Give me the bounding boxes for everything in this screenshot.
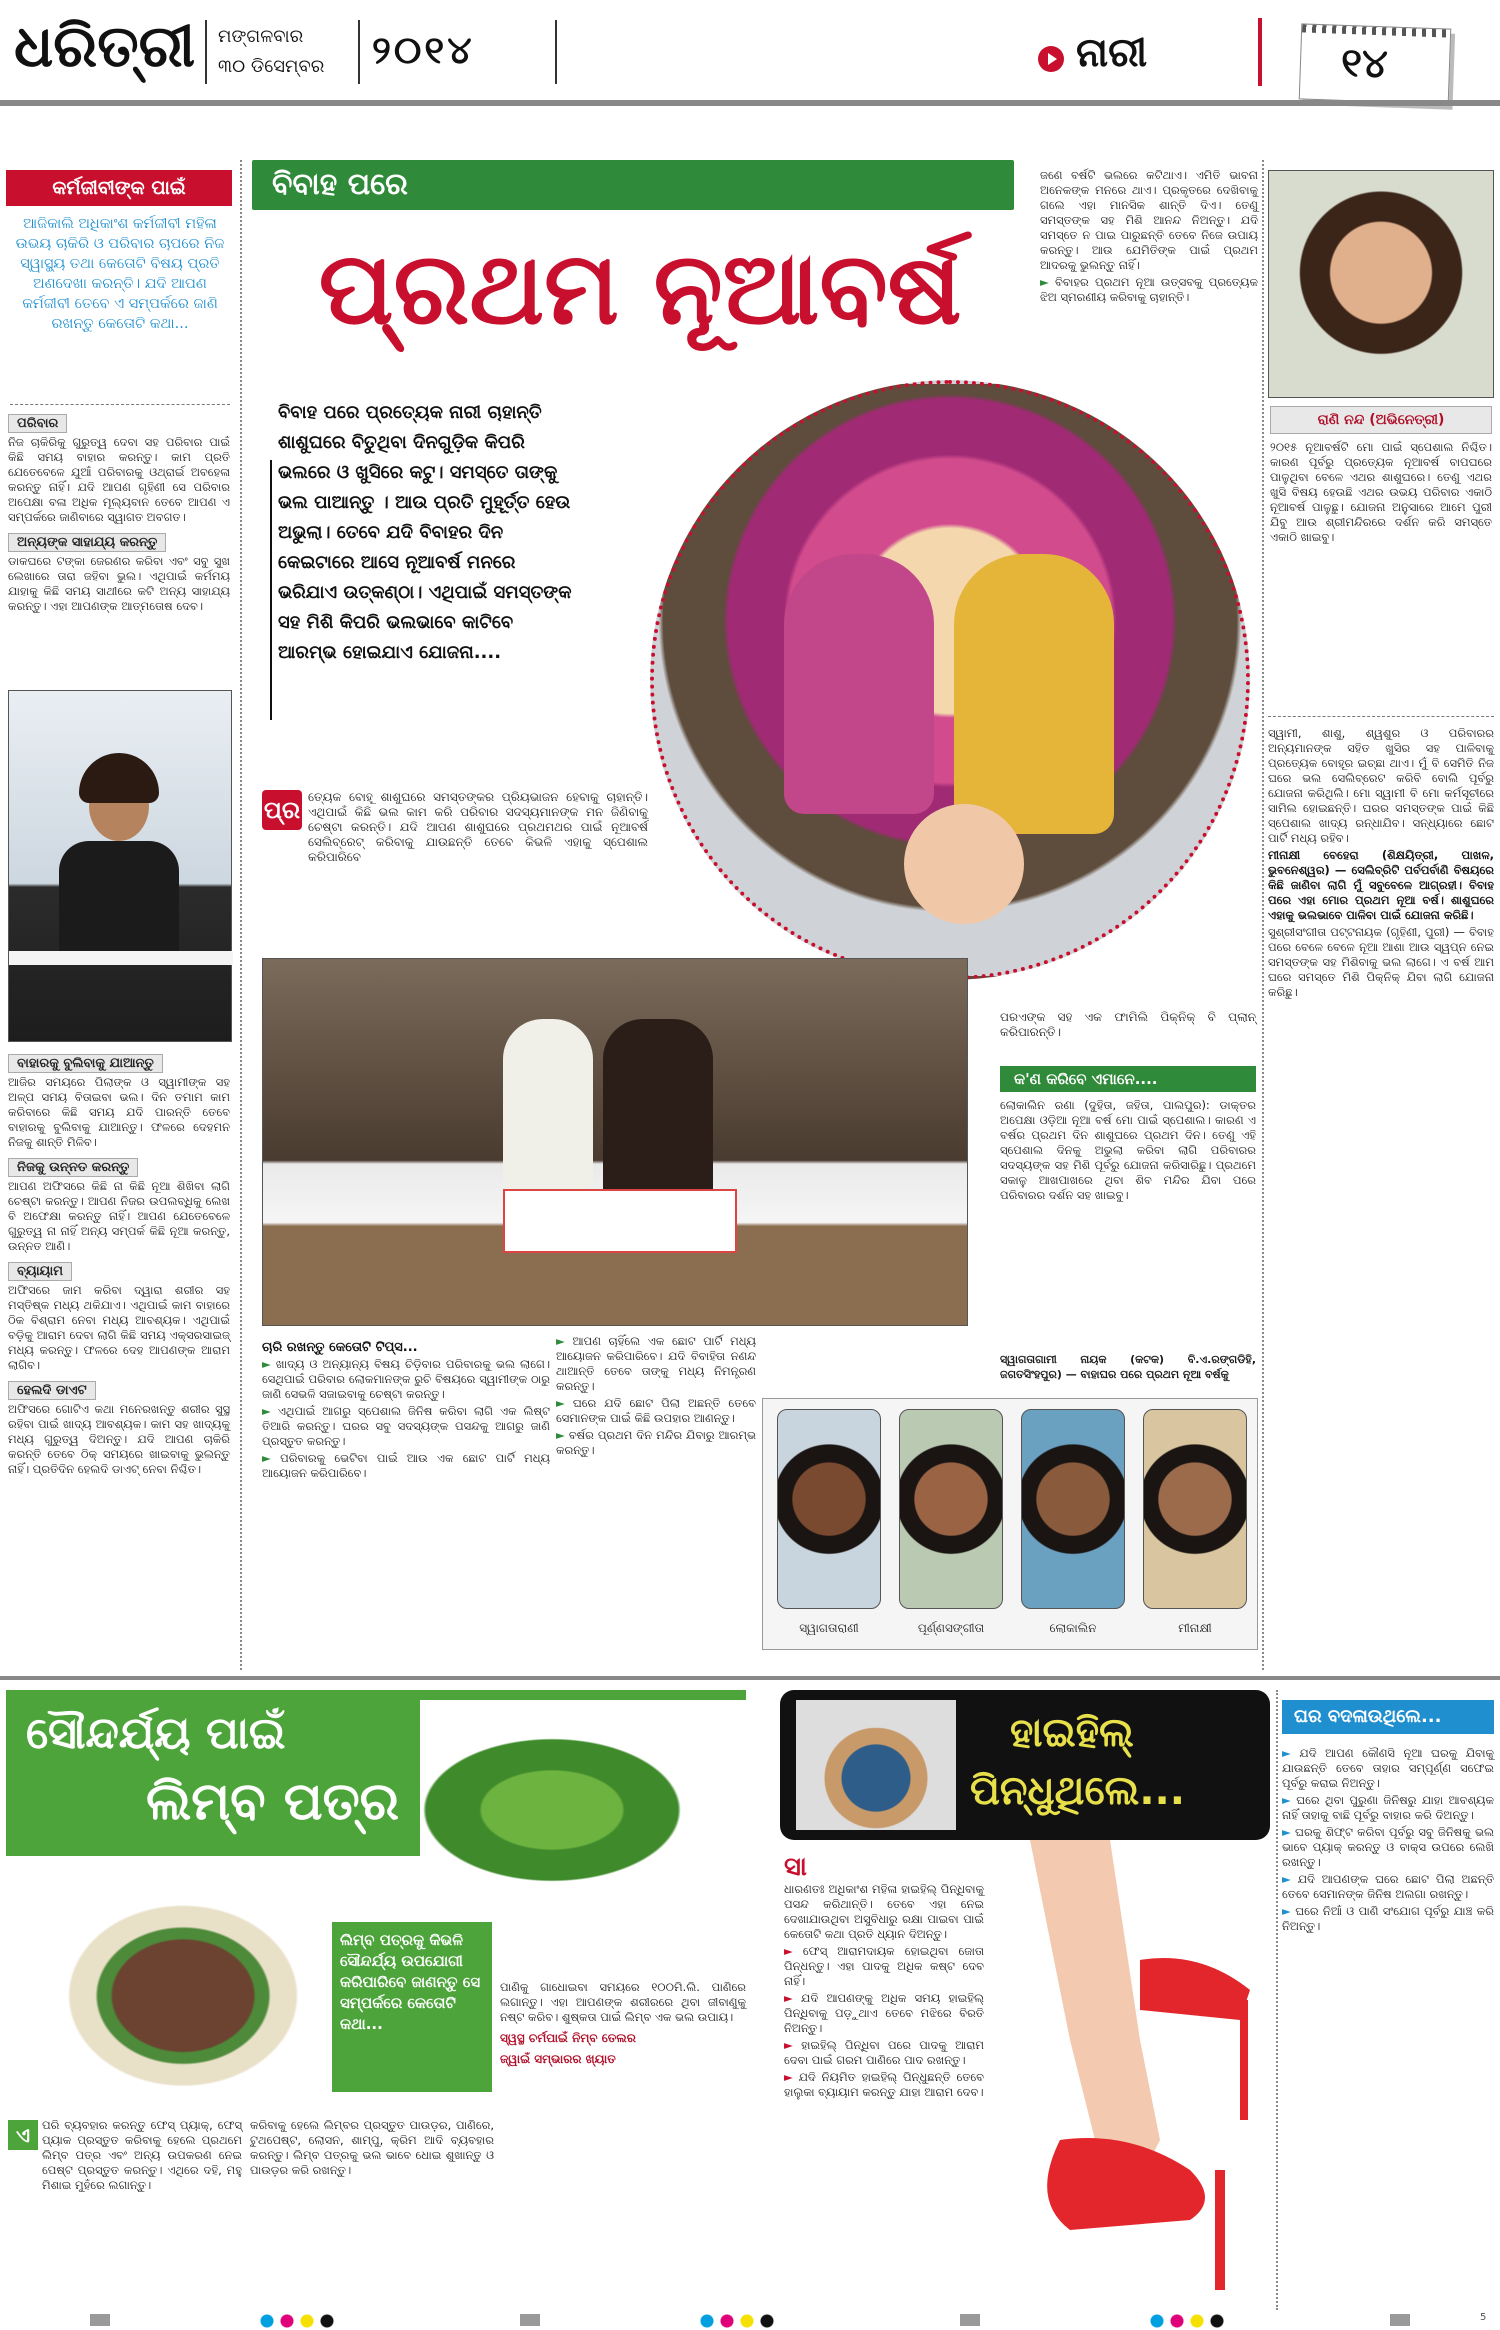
left-body-family: ନିଜ ଚାକିରିକୁ ଗୁରୁତ୍ୱ ଦେବା ସହ ପରିବାର ପାଇଁ କିଛି ସମୟ ବାହାର କରନ୍ତୁ। କାମ ପ୍ରତି ଯେତେବେଳେ ଯୁଆଁ ପରିବାରକୁ ଓଥ୍ରାର୍ଇ ଅବହେଳା କରନ୍ତୁ ନାହିଁ। ଯଦି ଆପଣ ଗୃହିଣୀ ସେ ପରିବାର ଅପେକ୍ଷା ବଳା ଅଧିକ ମୂଲ୍ୟବାନ ତେବେ ଆପଣ ଏ ସମ୍ପର୍କରେ ଜାଣିବାରେ ସ୍ୱାଗତ ଅବଗତ।	[8, 435, 230, 524]
calendar-icon	[1299, 23, 1452, 104]
face-name-1: ସ୍ୱାଗତାରାଣୀ	[799, 1621, 859, 1635]
bullet-arrow-icon: ►	[784, 1944, 803, 1958]
heel-tip-4-text: ଯଦି ନିୟମିତ ହାଇହିଲ୍ ପିନ୍ଧୁଛନ୍ତି ତେବେ ହାଲୁକା ବ୍ୟାୟାମ କରନ୍ତୁ ଯାହା ଆରାମ ଦେବ।	[784, 2070, 985, 2099]
section-divider	[1258, 18, 1262, 86]
celebrity-caption: ରାଣି ନନ୍ଦ (ଅଭିନେତ୍ରୀ)	[1270, 406, 1492, 434]
face-name-2: ପୂର୍ଣ୍ଣସଙ୍ଗୀତା	[917, 1621, 985, 1635]
bullet-arrow-icon: ►	[784, 1991, 802, 2005]
top-col-body: ଜଣେ ବର୍ଷଟି ଭଲରେ କଟିଥାଏ। ଏମିତି ଭାବନା ଅନେକଙ୍କ ମନରେ ଥାଏ। ପ୍ରକୃତରେ ଦେଖିବାକୁ ଗଲେ ଏହା ମାନସିକ ଶାନ୍ତି ଦିଏ। ତେଣୁ ସମସ୍ତଙ୍କ ସହ ମିଶି ଆନନ୍ଦ ନିଅନ୍ତୁ। ଯଦି ସମସ୍ତେ ନ ପାଇ ପାରୁଛନ୍ତି ତେବେ ନିଜେ ଉପାୟ କରନ୍ତୁ। ଆଉ ଯେମିତିଙ୍କ ପାଇଁ ପ୍ରଥମ ଆଦରକୁ ଭୁଲନ୍ତୁ ନାହିଁ।	[1040, 168, 1258, 272]
masthead-rule	[0, 100, 1500, 106]
face-name-4: ମୀନାକ୍ଷୀ	[1178, 1621, 1212, 1635]
heel-tip-4	[784, 2070, 984, 2100]
issue-year: ୨୦୧୪	[372, 28, 475, 72]
home-tip-2-text: ଘରେ ଥିବା ପୁରୁଣା ଜିନିଷରୁ ଯାହା ଆବଶ୍ୟକ ନାହିଁ ତାହାକୁ ବାଛି ପୂର୍ବରୁ ବାହାର କରି ଦିଅନ୍ତୁ।	[1282, 1793, 1494, 1822]
home-tip-5-text: ଘରେ ନିଆଁ ଓ ପାଣି ସଂଯୋଗ ପୂର୍ବରୁ ଯାଞ୍ଚ କରି ନିଅନ୍ତୁ।	[1282, 1904, 1495, 1933]
home-separator	[1276, 1690, 1278, 2310]
heels-dropcap: ସା	[784, 1852, 807, 1882]
beauty-title-2: ଲିମ୍ବ ପତ୍ର	[146, 1772, 400, 1832]
year-divider	[555, 20, 557, 84]
left-body-exercise: ଅଫିସରେ ଜାମ କରିବା ଦ୍ୱାରା ଶରୀର ସହ ମସ୍ତିଷ୍କ ମଧ୍ୟ ଥକିଯାଏ। ଏଥିପାଇଁ କାମ ବାହାରେ ଠିକ ବିଶ୍ରାମ ନେବା ମଧ୍ୟ ଆବଶ୍ୟକ। ଏଥିପାଇଁ ବଡ଼ିକୁ ଆରାମ ଦେବା ଲାଗି କିଛି ସମୟ ଏକ୍ସରସାଇଜ୍ ମଧ୍ୟ କରନ୍ତୁ। ଫଳରେ ଦେହ ଆପଣଙ୍କ ଆରାମ ଲାଗିବ।	[8, 1283, 230, 1372]
what-to-do-head: କ'ଣ କରିବେ ଏମାନେ....	[1000, 1066, 1256, 1092]
heels-title-1: ହାଇହିଲ୍	[1010, 1710, 1134, 1756]
standfirst: ବିବାହ ପରେ ପ୍ରତ୍ୟେକ ନାରୀ ଚାହାନ୍ତି ଶାଶୁଘରେ ବିତୁଥିବା ଦିନଗୁଡ଼ିକ କିପରି ଭଲରେ ଓ ଖୁସିରେ କଟୁ। ସମସ୍ତେ ତାଙ୍କୁ ଭଲ ପାଆନ୍ତୁ । ଆଉ ପ୍ରତି ମୁହୂର୍ତ୍ତ ହେଉ ଅଭୁଲା। ତେବେ ଯଦି ବିବାହର ଦିନ କେଇଟାରେ ଆସେ ନୂଆବର୍ଷ ମନରେ ଭରିଯାଏ ଉତ୍କଣ୍ଠା। ଏଥିପାଇଁ ସମସ୍ତଙ୍କ ସହ ମିଶି କିପରି ଭଲଭାବେ କାଟିବେ ଆରମ୍ଭ ହୋଇଯାଏ ଯୋଜନା....	[278, 402, 572, 663]
tip-2-text: ଏଥିପାଇଁ ଆଗରୁ ସ୍ପେଶାଲ ଜିନିଷ କରିବା ଲାଗି ଏକ ଲିଷ୍ଟ ତିଆରି କରନ୍ତୁ। ଘରର ସବୁ ସଦସ୍ୟଙ୍କ ପସନ୍ଦକୁ ଆଗରୁ ଜାଣି ପ୍ରସ୍ତୁତ କରନ୍ତୁ।	[262, 1404, 551, 1448]
heels-thumb-photo	[796, 1700, 956, 1830]
bullet-arrow-icon: ►	[262, 1357, 276, 1371]
left-tag: କର୍ମଜୀବୀଙ୍କ ପାଇଁ	[6, 170, 232, 206]
bullet-arrow-icon: ►	[784, 2038, 802, 2052]
bullet-arrow-icon: ►	[1282, 1825, 1296, 1839]
bullet-arrow-icon: ►	[262, 1451, 281, 1465]
bullet-arrow-icon: ►	[556, 1428, 569, 1442]
home-tip-4	[1282, 1872, 1494, 1902]
tip-3	[262, 1451, 550, 1481]
tip-6-text: ବର୍ଷର ପ୍ରଥମ ଦିନ ମନ୍ଦିର ଯିବାରୁ ଆରମ୍ଭ କରନ୍ତୁ।	[556, 1428, 756, 1457]
beauty-sub-1: ସ୍ୱସ୍ଥ ଚର୍ମପାଇଁ ନିମ୍ବ ତେଲର	[500, 2031, 636, 2045]
color-dots	[700, 2314, 780, 2328]
home-tip-5	[1282, 1904, 1494, 1934]
left-head-outing: ବାହାରକୁ ବୁଲିବାକୁ ଯାଆନ୍ତୁ	[8, 1054, 163, 1073]
masthead	[0, 0, 1500, 110]
heels-text	[784, 1882, 984, 2302]
standfirst-rule	[270, 460, 272, 720]
footer-marks	[0, 2312, 1500, 2330]
center-caption: ପରଏଙ୍କ ସହ ଏକ ଫାମିଲି ପିକ୍‌ନିକ୍ ବି ପ୍ଲାନ୍ କରିପାରନ୍ତି।	[1000, 1010, 1256, 1039]
heels-body: ଧାରଣତଃ ଅଧିକାଂଶ ମହିଳା ହାଇହିଲ୍ ପିନ୍ଧିବାକୁ ପସନ୍ଦ କରିଥାନ୍ତି। ତେବେ ଏହା ନେଇ ଦେଖାଯାଉଥିବା ଅସୁବିଧାରୁ ରକ୍ଷା ପାଇବା ପାଇଁ କେତୋଟି କଥା ପ୍ରତି ଧ୍ୟାନ ଦିଅନ୍ତୁ।	[784, 1882, 984, 1941]
beauty-mid: କରିବାକୁ ହେଲେ ଲିମ୍ବର ପ୍ରସ୍ତୁତ ପାଉଡ଼ର, ପାଣିରେ, ଟୁଥପେଷ୍ଟ, ଲୋସନ, ଶାମ୍ପୁ, କ୍ରିମ ଆଦି ବ୍ୟବହାର କରନ୍ତୁ। ଲିମ୍ବ ପତ୍ରକୁ ଭଲ ଭାବେ ଧୋଇ ଶୁଖାନ୍ତୁ ଓ ପାଉଡ଼ର କରି ରଖନ୍ତୁ।	[250, 2118, 494, 2177]
footer-page-mark: 5	[1480, 2312, 1487, 2323]
registration-mark	[960, 2314, 980, 2326]
red-heel-shoe-2	[1140, 1958, 1250, 2020]
beauty-body: ପରି ବ୍ୟବହାର କରନ୍ତୁ ଫେସ୍ ପ୍ୟାକ୍, ଫେସ୍ ପ୍ୟାକ ପ୍ରସ୍ତୁତ କରିବାକୁ ହେଲେ ପ୍ରଥମେ ଲିମ୍ବ ପତ୍ର ଏବଂ ଅନ୍ୟ ଉପକରଣ ନେଇ ପେଷ୍ଟ ପ୍ରସ୍ତୁତ କରନ୍ତୁ। ଏଥିରେ ଦହି, ମହୁ ମିଶାଇ ମୁହଁରେ ଲଗାନ୍ତୁ।	[42, 2118, 242, 2192]
left-section-1	[8, 408, 230, 613]
wedding-cake-photo	[262, 958, 968, 1326]
left-col-separator	[240, 160, 242, 1670]
office-woman-photo	[8, 690, 232, 1042]
celebrity-rule	[1268, 716, 1494, 717]
heel-tip-1-text: ଫେସ୍ ଆରାମଦାୟକ ହୋଇଥିବା ଜୋତା ପିନ୍ଧନ୍ତୁ। ଏହା ପାଦକୁ ଅଧିକ କଷ୍ଟ ଦେବ ନାହିଁ।	[784, 1944, 985, 1988]
bullet-arrow-icon: ►	[556, 1396, 573, 1410]
tip-1-text: ଖାଦ୍ୟ ଓ ଅନ୍ୟାନ୍ୟ ବିଷୟ ଚିଡ଼ିବାର ପରିବାରକୁ ଭଲ ଲାଗେ। ସେଥିପାଇଁ ପରିବାର ଲୋକମାନଙ୍କ ରୁଚି ବିଷୟରେ ସ୍ୱାମୀଙ୍କ ଠାରୁ ଜାଣି ସେଭଳି ସଜାଇବାକୁ ଚେଷ୍ଟା କରନ୍ତୁ।	[262, 1357, 550, 1401]
beauty-right-body: ପାଣିକୁ ଗାଧୋଇବା ସମୟରେ ୧୦୦ମି.ଲି. ପାଣିରେ ଲଗାନ୍ତୁ। ଏହା ଆପଣଙ୍କ ଶରୀରରେ ଥିବା ଜୀବାଣୁକୁ ନଷ୍ଟ କରିବ। ଶୁଷ୍କତା ପାଇଁ ଲିମ୍ବ ଏକ ଭଲ ଉପାୟ।	[500, 1980, 746, 2024]
top-col-bullet	[1040, 275, 1258, 305]
left-body-outing: ଆଜିର ସମୟରେ ପିଲାଙ୍କ ଓ ସ୍ୱାମୀଙ୍କ ସହ ଅଳ୍ପ ସମୟ ବିତାଇବା ଭଲ। ଦିନ ତମାମ କାମ କରିବାରେ କିଛି ସମୟ ଯଦି ପାରନ୍ତି ତେବେ ବାହାରକୁ ବୁଲିବାକୁ ଯାଆନ୍ତୁ। ଫଳରେ ଦେହମନ ନିଜକୁ ଶାନ୍ତି ମିଳିବ।	[8, 1075, 230, 1149]
bullet-arrow-icon: ►	[1282, 1793, 1297, 1807]
top-col-text	[1040, 168, 1258, 398]
left-head-improve: ନିଜକୁ ଉନ୍ନତ କରନ୍ତୁ	[8, 1158, 138, 1177]
left-body-help: ଡାକଘରେ ଟଙ୍କା ଜେରଣର କରିବା ଏବଂ ସବୁ ସୁଖ ଲେଖାରେ ତାରା ଜହିବା ଭୁଲ। ଏଥିପାଇଁ କର୍ମମୟ ଯାହାକୁ କିଛି ସମୟ ସାଥୀରେ କଟି ଅନ୍ୟ ସାହାଯ୍ୟ କରନ୍ତୁ। ଏହା ଆପଣଙ୍କ ଆତ୍ମତୋଷ ଦେବ।	[8, 554, 230, 613]
left-head-diet: ହେଲଦି ଡାଏଟ	[8, 1381, 96, 1400]
tip-3-text: ପରିବାରକୁ ଭେଟିବା ପାଇଁ ଆଉ ଏକ ଛୋଟ ପାର୍ଟି ମଧ୍ୟ ଆୟୋଜନ କରିପାରିବେ।	[262, 1451, 550, 1480]
red-heels-illustration	[990, 1840, 1276, 2310]
home-title: ଘର ବଦଳାଉଥିଲେ...	[1282, 1700, 1494, 1734]
page-number: ୧୪	[1340, 39, 1389, 88]
left-head-exercise: ବ୍ୟାୟାମ	[8, 1262, 72, 1281]
bullet-arrow-icon: ►	[1282, 1904, 1296, 1918]
celebration-circle-photo	[650, 380, 1250, 980]
right-col-more: ସୁଶ୍ରୀସଂଗୀତା ପଟ୍ଟନାୟକ (ଗୃହିଣୀ, ପୁରୀ) — ବିବାହ ପରେ ବେଳେ ବେଳେ ନୂଆ ଆଶା ଆଉ ସ୍ୱପ୍ନ ନେଇ ସମସ୍ତଙ୍କ ସହ ମିଶିବାକୁ ଭଲ ଲାଗେ। ଏ ବର୍ଷ ଆମ ଘରେ ସମସ୍ତେ ମିଶି ପିକ୍‌ନିକ୍ ଯିବା ଲାଗି ଯୋଜନା କରିଛୁ।	[1268, 925, 1494, 999]
celebrity-text: ୨୦୧୫ ନୂଆବର୍ଷଟି ମୋ ପାଇଁ ସ୍ପେଶାଲ ନିଶ୍ଚିତ। କାରଣ ପୂର୍ବରୁ ପ୍ରତ୍ୟେକ ନୂଆବର୍ଷ ବାପଘରେ ପାଳୁଥିବା ବେଳେ ଏଥର ଶାଶୁଘରେ। ତେଣୁ ଏଥର ଖୁସି ବିଷୟ ହେଉଛି ଏଥର ଉଭୟ ପରିବାର ଏକାଠି ନୂଆବର୍ଷ ପାଳୁଛୁ। ଯୋଜନା ଅନୁସାରେ ଆମେ ପୁରୀ ଯିବୁ ଆଉ ଶ୍ରୀମନ୍ଦିରରେ ଦର୍ଶନ କରି ସମସ୍ତେ ଏକାଠି ଖାଇବୁ।	[1270, 440, 1492, 544]
what-to-do-body: ଲୋକାଲିନ ରଣା (ଦୁହିତା, ଜହିତା, ପାଲପୁର): ଡାକ୍ତର ଅପେକ୍ଷା ଓଡ଼ିଆ ନୂଆ ବର୍ଷ ମୋ ପାଇଁ ସ୍ପେଶାଲ। କାରଣ ଏ ବର୍ଷର ପ୍ରଥମ ଦିନ ଶାଶୁଘରେ ପ୍ରଥମ ଦିନ। ତେଣୁ ଏହି ସ୍ପେଶାଲ ଦିନକୁ ଅଭୁଲା କରିବା ଲାଗି ପରିବାରର ସଦସ୍ୟଙ୍କ ସହ ମିଶି ପୂର୍ବରୁ ଯୋଜନା କରିସାରିଛୁ। ପ୍ରଥମେ ସକାଳୁ ଆଖପାଖରେ ଥିବା ଶିବ ମନ୍ଦିର ଯିବା ପରେ ପରିବାରର ଦର୍ଶନ ସହ ଖାଇବୁ।	[1000, 1098, 1256, 1202]
registration-mark	[520, 2314, 540, 2326]
body-lead: ତ୍ୟେକ ବୋହୂ ଶାଶୁଘରେ ସମସ୍ତଙ୍କର ପ୍ରିୟଭାଜନ ହେବାକୁ ଚାହାନ୍ତି। ଏଥିପାଇଁ କିଛି ଭଲ କାମ କରି ପରିବାର ସଦସ୍ୟମାନଙ୍କ ମନ ଜିଣିବାକୁ ଚେଷ୍ଟା କରନ୍ତି। ଯଦି ଆପଣ ଶାଶୁଘରେ ପ୍ରଥମଥର ପାଇଁ ନୂଆବର୍ଷ ସେଲିବ୍ରେଟ୍ କରିବାକୁ ଯାଉଛନ୍ତି ତେବେ କିଭଳି ଏହାକୁ ସ୍ପେଶାଲ କରିପାରିବେ	[308, 790, 648, 864]
left-head-help: ଅନ୍ୟଙ୍କ ସାହାଯ୍ୟ କରନ୍ତୁ	[8, 533, 166, 552]
bullet-arrow-icon: ►	[1282, 1872, 1298, 1886]
issue-date: ୩୦ ଡିସେମ୍ବର	[218, 56, 325, 77]
home-tip-3-text: ଘରକୁ ଶିଫ୍ଟ କରିବା ପୂର୍ବରୁ ସବୁ ଜିନିଷକୁ ଭଲ ଭାବେ ପ୍ୟାକ୍ କରନ୍ତୁ ଓ ବାକ୍ସ ଉପରେ ଲେଖି ରଖନ୍ତୁ।	[1282, 1825, 1494, 1869]
heel-spike	[1215, 2170, 1225, 2290]
tip-5	[556, 1396, 756, 1426]
bullet-arrow-icon: ►	[1282, 1746, 1300, 1760]
issue-day: ମଙ୍ଗଳବାର	[218, 26, 304, 47]
heel-tip-3-text: ହାଇହିଲ୍ ପିନ୍ଧିବା ପରେ ପାଦକୁ ଆରାମ ଦେବା ପାଇଁ ଗରମ ପାଣିରେ ପାଦ ରଖନ୍ତୁ।	[784, 2038, 985, 2067]
heel-spike-2	[1240, 2000, 1248, 2120]
left-section-2	[8, 1048, 230, 1666]
body-dropcap: ପ୍ର	[262, 790, 302, 830]
heels-banner	[780, 1690, 1270, 1840]
right-col-separator	[1262, 160, 1264, 1670]
celebrity-photo	[1268, 170, 1494, 398]
registration-mark	[1390, 2314, 1410, 2326]
heel-tip-2	[784, 1991, 984, 2036]
bottom-section-rule	[0, 1676, 1500, 1680]
left-head-family: ପରିବାର	[8, 414, 67, 433]
home-tip-3	[1282, 1825, 1494, 1870]
face-mask-photo	[6, 1856, 328, 2110]
kicker-text: ବିବାହ ପରେ	[272, 167, 408, 202]
face-name-3: ଲୋକାଲିନ	[1049, 1621, 1097, 1635]
names-line: ସ୍ୱାଗତାଗାମୀ ନାୟକ (କଟକ) ବି.ଏ.ରଙ୍ଗଡିହି, ଜଗତସିଂହପୁର) — ବାହାଘର ପରେ ପ୍ରଥମ ନୂଆ ବର୍ଷକୁ	[1000, 1353, 1256, 1381]
face-photo-3	[1021, 1409, 1125, 1609]
tip-2	[262, 1404, 550, 1449]
beauty-right	[500, 1980, 746, 2180]
lower-tips-mid	[556, 1334, 756, 1664]
left-intro: ଆଜିକାଲି ଅଧିକାଂଶ କର୍ମଜୀବୀ ମହିଳା ଉଭୟ ଚାକିରି ଓ ପରିବାର ଚାପରେ ନିଜ ସ୍ୱାସ୍ଥ୍ୟ ତଥା କେତୋଟି ବିଷୟ ପ୍ରତି ଅଣଦେଖା କରନ୍ତି। ଯଦି ଆପଣ କର୍ମଜୀବୀ ତେବେ ଏ ସମ୍ପର୍କରେ ଜାଣି ରଖନ୍ତୁ କେତୋଟି କଥା...	[15, 216, 225, 332]
heel-tip-2-text: ଯଦି ଆପଣଙ୍କୁ ଅଧିକ ସମୟ ହାଇହିଲ୍ ପିନ୍ଧିବାକୁ ପଡ଼ୁଥାଏ ତେବେ ମଝିରେ ବିରତି ନିଅନ୍ତୁ।	[784, 1991, 985, 2035]
kicker-banner	[252, 160, 1014, 210]
beauty-title-1: ସୌନ୍ଦର୍ଯ୍ୟ ପାଇଁ	[26, 1708, 286, 1759]
home-tip-1	[1282, 1746, 1494, 1791]
bullet-arrow-icon: ►	[1040, 275, 1056, 289]
date-divider	[358, 20, 360, 84]
home-tip-4-text: ଯଦି ଆପଣଙ୍କ ଘରେ ଛୋଟ ପିଲା ଅଛନ୍ତି ତେବେ ସେମାନଙ୍କ ଜିନିଷ ଅଲଗା ରଖନ୍ତୁ।	[1282, 1872, 1495, 1901]
lower-tips-head: ଚାରି ରଖନ୍ତୁ କେତୋଟି ଟିପ୍ସ...	[262, 1340, 418, 1355]
home-tip-1-text: ଯଦି ଆପଣ କୌଣସି ନୂଆ ଘରକୁ ଯିବାକୁ ଯାଉଛନ୍ତି ତେବେ ତାହାର ସମ୍ପୂର୍ଣ୍ଣ ସଫେଇ ପୂର୍ବରୁ କରାଇ ନିଅନ୍ତୁ।	[1282, 1746, 1494, 1790]
tip-1	[262, 1357, 550, 1402]
tip-5-text: ଘରେ ଯଦି ଛୋଟ ପିଲା ଅଛନ୍ତି ତେବେ ସେମାନଙ୍କ ପାଇଁ କିଛି ଉପହାର ଆଣନ୍ତୁ।	[556, 1396, 756, 1425]
bullet-arrow-icon: ►	[784, 2070, 799, 2084]
beauty-sub-2: ଜ୍ୱାଇଁ ସମ୍ଭାରର ଖ୍ୟାତ	[500, 2052, 616, 2066]
right-col-names: ମୀନାକ୍ଷୀ ବେହେରା (ଶିକ୍ଷୟିତ୍ରୀ, ପାଖଳ, ଭୁବନେଶ୍ୱର) — ସେଲିବ୍ରିଟି ପର୍ବପର୍ବାଣି ବିଷୟରେ କିଛି ଜାଣିବା ଲାଗି ମୁଁ ସବୁବେଳେ ଆଗ୍ରହୀ। ବିବାହ ପରେ ଏହା ମୋର ପ୍ରଥମ ନୂଆ ବର୍ଷ। ଶାଶୁଘରେ ଏହାକୁ ଭଲଭାବେ ପାଳିବା ପାଇଁ ଯୋଜନା କରିଛି।	[1268, 848, 1494, 922]
section-name: ନାରୀ	[1076, 30, 1148, 76]
left-body-improve: ଆପଣ ଅଫିସରେ କିଛି ନା କିଛି ନୂଆ ଶିଖିବା ଲାଗି ଚେଷ୍ଟା କରନ୍ତୁ। ଆପଣ ନିଜର ଉପଲବ୍ଧିକୁ ଲେଖ ବି ଅଫେକ୍ଷା କରନ୍ତୁ ନାହିଁ। ଆପଣ ଯେତେବେଳେ ଗୁରୁତ୍ୱ ନା ନାହିଁ ଅନ୍ୟ ସମ୍ପର୍କ କିଛି ନୂଆ କରନ୍ତୁ, ଉନ୍ନତ ଆଣି।	[8, 1179, 230, 1253]
right-col-body: ସ୍ୱାମୀ, ଶାଶୁ, ଶ୍ୱଶୁର ଓ ପରିବାରର ଅନ୍ୟମାନଙ୍କ ସହିତ ଖୁସିର ସହ ପାଳିବାକୁ ପ୍ରତ୍ୟେକ ବୋହୂର ଇଚ୍ଛା ଥାଏ। ମୁଁ ବି ସେମିତି ନିଜ ଘରେ ଭଲ ସେଲିବ୍ରେଟ କରିବି ବୋଲି ପୂର୍ବରୁ ଯୋଜନା କରିଥିଲି। ମୋ ସ୍ୱାମୀ ବି ମୋ କର୍ମସୂଚୀରେ ସାମିଲ ହୋଇଛନ୍ତି। ଘରର ସମସ୍ତଙ୍କ ପାଇଁ କିଛି ସ୍ପେଶାଲ ଖାଦ୍ୟ ରନ୍ଧାଯିବ। ସନ୍ଧ୍ୟାରେ ଛୋଟ ପାର୍ଟି ମଧ୍ୟ ରହିବ।	[1268, 726, 1494, 845]
neem-leaves-photo	[420, 1700, 750, 1920]
bullet-arrow-icon: ►	[262, 1404, 278, 1418]
top-col-bullet-text: ବିବାହର ପ୍ରଥମ ନୂଆ ଉତ୍ସବକୁ ପ୍ରତ୍ୟେକ ଝିଅ ସ୍ମରଣୀୟ କରିବାକୁ ଚାହାନ୍ତି।	[1040, 275, 1258, 304]
face-photo-1	[777, 1409, 881, 1609]
face-photo-2	[899, 1409, 1003, 1609]
heel-tip-1	[784, 1944, 984, 1989]
home-text	[1282, 1746, 1494, 2302]
face-photo-4	[1143, 1409, 1247, 1609]
play-icon	[1038, 46, 1064, 72]
color-dots	[260, 2314, 340, 2328]
beauty-callout: ଲିମ୍ବ ପତ୍ରକୁ କିଭଳି ସୌନ୍ଦର୍ଯ୍ୟ ଉପଯୋଗୀ କରିପାରିବେ ଜାଣନ୍ତୁ ସେ ସମ୍ପର୍କରେ କେତୋଟି କଥା...	[332, 1922, 492, 2092]
paper-logo: ଧରିତ୍ରୀ	[14, 12, 196, 80]
red-heel-shoe	[1047, 2138, 1205, 2230]
heels-title-2: ପିନ୍ଧୁଥିଲେ...	[970, 1768, 1185, 1814]
registration-mark	[90, 2314, 110, 2326]
lower-tips-left	[262, 1334, 550, 1664]
color-dots	[1150, 2314, 1230, 2328]
tip-4	[556, 1334, 756, 1394]
headline: ପ୍ରଥମ ନୂଆବର୍ଷ	[318, 229, 962, 347]
right-col-text	[1268, 726, 1494, 1416]
left-body-diet: ଅଫିସରେ ଗୋଟିଏ କଥା ମନେରଖନ୍ତୁ ଶରୀର ସୁସ୍ଥ ରହିବା ପାଇଁ ଖାଦ୍ୟ ଆବଶ୍ୟକ। କାମ ସହ ଖାଦ୍ୟକୁ ମଧ୍ୟ ଗୁରୁତ୍ୱ ଦିଅନ୍ତୁ। ଯଦି ଆପଣ ଚାକିରି କରନ୍ତି ତେବେ ଠିକ୍ ସମୟରେ ଖାଇବାକୁ ଭୁଲନ୍ତୁ ନାହିଁ। ପ୍ରତିଦିନ ହେଲଦି ଡାଏଟ୍ ନେବା ନିଶ୍ଚିତ।	[8, 1402, 230, 1476]
bullet-arrow-icon: ►	[556, 1334, 573, 1348]
logo-divider	[205, 20, 207, 84]
beauty-dropcap: ଏ	[8, 2120, 38, 2150]
faces-strip	[762, 1398, 1258, 1650]
tip-6	[556, 1428, 756, 1458]
heel-tip-3	[784, 2038, 984, 2068]
tip-4-text: ଆପଣ ଚାହିଁଲେ ଏକ ଛୋଟ ପାର୍ଟି ମଧ୍ୟ ଆୟୋଜନ କରିପାରିବେ। ଯଦି ବିବାହିତା ନଣନ୍ଦ ଥାଆନ୍ତି ତେବେ ତାଙ୍କୁ ମଧ୍ୟ ନିମନ୍ତ୍ରଣ କରନ୍ତୁ।	[556, 1334, 757, 1393]
left-intro-rule	[10, 404, 230, 405]
home-tip-2	[1282, 1793, 1494, 1823]
